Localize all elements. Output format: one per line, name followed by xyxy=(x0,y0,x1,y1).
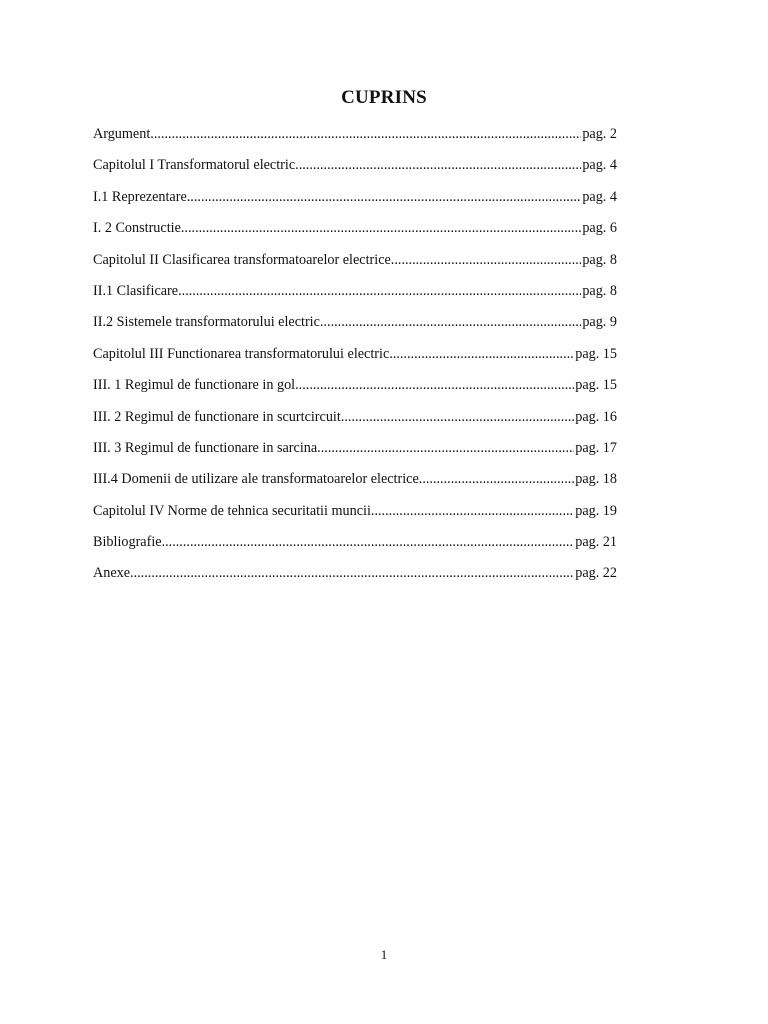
toc-entry xyxy=(93,312,617,343)
toc-entry-text: II.2 Sistemele transformatorului electric xyxy=(93,314,320,331)
toc-dot-leader xyxy=(187,187,582,207)
toc-entry xyxy=(93,281,617,312)
toc-dot-leader xyxy=(341,407,574,427)
toc-entry-page: pag. 9 xyxy=(582,314,617,331)
toc-dot-leader xyxy=(130,563,574,583)
toc-entry-page: pag. 2 xyxy=(582,126,617,142)
toc-dot-leader xyxy=(419,469,574,489)
toc-entry-page: pag. 18 xyxy=(575,471,617,488)
toc-entry-text: Capitolul IV Norme de tehnica securitatii muncii xyxy=(93,502,371,519)
toc-dot-leader xyxy=(162,532,575,552)
toc-entry xyxy=(93,250,617,281)
toc-entry-page: pag. 21 xyxy=(575,534,617,551)
toc-entry-text: Bibliografie xyxy=(93,534,162,551)
toc-entry xyxy=(93,563,617,594)
toc-entry xyxy=(93,155,617,186)
toc-entry xyxy=(93,218,617,249)
toc-entry-text: III. 3 Regimul de functionare in sarcina xyxy=(93,439,318,456)
toc-entry xyxy=(93,469,617,500)
toc-dot-leader xyxy=(178,281,581,301)
toc-entry-text: II.1 Clasificare xyxy=(93,282,179,299)
toc-dot-leader xyxy=(317,438,574,458)
toc-entry-page: pag. 8 xyxy=(582,251,617,268)
toc-dot-leader xyxy=(320,312,581,332)
toc-entry-text: Anexe xyxy=(93,565,131,582)
toc-entry-text: I. 2 Constructie xyxy=(93,220,181,237)
toc-entry xyxy=(93,375,617,406)
toc-entry-text: Capitolul III Functionarea transformatorului electric xyxy=(93,345,390,362)
toc-entry-page: pag. 16 xyxy=(575,408,617,425)
toc-entry xyxy=(93,501,617,532)
toc-entry xyxy=(93,438,617,469)
toc-entry xyxy=(93,407,617,438)
toc-entry xyxy=(93,344,617,375)
toc-entry xyxy=(93,124,617,155)
toc-entry-text: III. 1 Regimul de functionare in gol xyxy=(93,377,296,394)
toc-dot-leader xyxy=(389,344,574,364)
toc-entry-text: III.4 Domenii de utilizare ale transformatoarelor electrice xyxy=(93,471,419,488)
toc-entry-page: pag. 17 xyxy=(575,439,617,456)
toc-title: CUPRINS xyxy=(341,87,427,108)
toc-dot-leader xyxy=(181,218,581,238)
toc-entry-page: pag. 15 xyxy=(575,377,617,394)
toc-dot-leader xyxy=(150,124,581,144)
toc-entry-page: pag. 19 xyxy=(575,502,617,519)
toc-entry-text: Capitolul I Transformatorul electric xyxy=(93,157,296,174)
toc-entry-text: III. 2 Regimul de functionare in scurtcircuit xyxy=(93,408,341,425)
toc-dot-leader xyxy=(371,501,574,521)
toc-entry-page: pag. 6 xyxy=(582,220,617,237)
toc-entry-page: pag. 22 xyxy=(575,565,617,582)
toc-entry xyxy=(93,187,617,218)
toc-entry-text: I.1 Reprezentare xyxy=(93,188,187,205)
toc-entry-page: pag. 4 xyxy=(582,157,617,174)
toc-entry-text: Capitolul II Clasificarea transformatoarelor electrice xyxy=(93,251,391,268)
toc-entry-page: pag. 4 xyxy=(582,188,617,205)
toc-dot-leader xyxy=(391,250,582,270)
table-of-contents xyxy=(93,124,617,595)
toc-entry-text: Argument xyxy=(93,126,151,142)
toc-entry-page: pag. 8 xyxy=(582,282,617,299)
toc-entry xyxy=(93,532,617,563)
toc-entry-page: pag. 15 xyxy=(575,345,617,362)
page-number: 1 xyxy=(380,947,388,962)
toc-dot-leader xyxy=(295,155,581,175)
toc-dot-leader xyxy=(295,375,574,395)
